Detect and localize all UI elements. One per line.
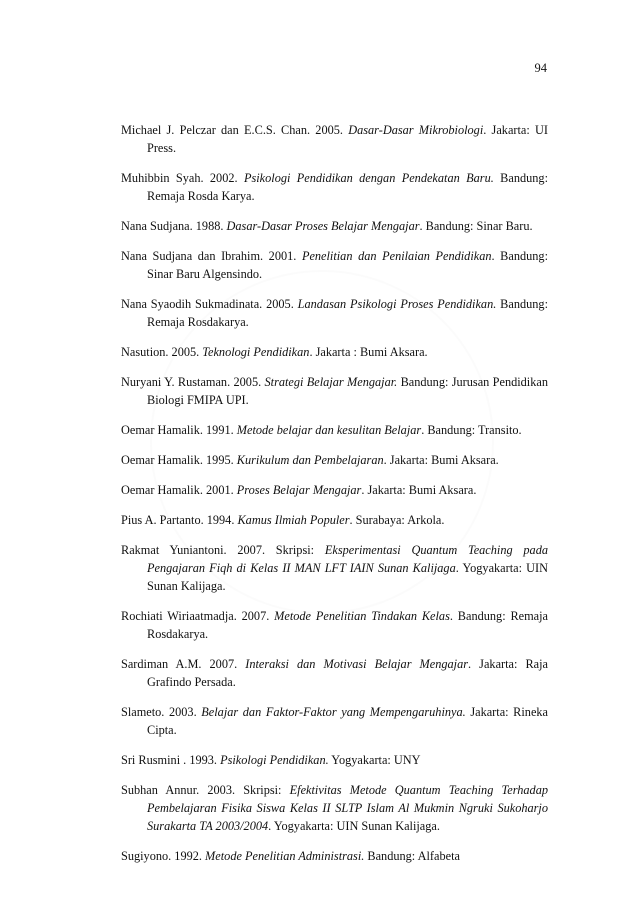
entry-author-year: Nana Sudjana dan Ibrahim. 2001.	[121, 249, 302, 263]
bibliography-entry	[121, 511, 548, 529]
entry-publisher: . Yogyakarta: UIN Sunan Kalijaga.	[268, 819, 440, 833]
entry-title: Strategi Belajar Mengajar.	[264, 375, 398, 389]
entry-author-year: Oemar Hamalik. 1995.	[121, 453, 237, 467]
entry-author-year: Oemar Hamalik. 2001.	[121, 483, 237, 497]
bibliography-entry	[121, 247, 548, 283]
entry-author-year: Nasution. 2005.	[121, 345, 203, 359]
bibliography-entry	[121, 421, 548, 439]
entry-title: Interaksi dan Motivasi Belajar Mengajar	[245, 657, 469, 671]
entry-author-year: Michael J. Pelczar dan E.C.S. Chan. 2005.	[121, 123, 349, 137]
entry-publisher: . Bandung: Sinar Baru.	[419, 219, 533, 233]
entry-title: Dasar-Dasar Proses Belajar Mengajar	[226, 219, 420, 233]
entry-publisher: . Jakarta: Bumi Aksara.	[383, 453, 499, 467]
entry-publisher: Yogyakarta: UNY	[328, 753, 421, 767]
bibliography-entry	[121, 343, 548, 361]
entry-author-year: Sri Rusmini . 1993.	[121, 753, 221, 767]
entry-title: Proses Belajar Mengajar	[236, 483, 362, 497]
entry-author-year: Nana Sudjana. 1988.	[121, 219, 227, 233]
bibliography-list	[121, 121, 548, 877]
entry-title: Psikologi Pendidikan.	[220, 753, 329, 767]
entry-title: Teknologi Pendidikan	[202, 345, 310, 359]
entry-publisher: Bandung: Jurusan Pendidikan Biologi FMIPA UPI.	[147, 375, 548, 407]
bibliography-entry	[121, 703, 548, 739]
bibliography-entry	[121, 373, 548, 409]
page-number: 94	[534, 61, 547, 75]
entry-title: Metode belajar dan kesulitan Belajar	[236, 423, 422, 437]
bibliography-entry	[121, 847, 548, 865]
entry-author-year: Slameto. 2003.	[121, 705, 202, 719]
entry-publisher: . Jakarta : Bumi Aksara.	[309, 345, 428, 359]
entry-author-year: Nuryani Y. Rustaman. 2005.	[121, 375, 265, 389]
bibliography-entry	[121, 451, 548, 469]
entry-title: Kamus Ilmiah Populer	[237, 513, 350, 527]
entry-author-year: Oemar Hamalik. 1991.	[121, 423, 237, 437]
entry-publisher: Bandung: Alfabeta	[364, 849, 460, 863]
entry-publisher: . Surabaya: Arkola.	[349, 513, 445, 527]
entry-title: Dasar-Dasar Mikrobiologi	[348, 123, 484, 137]
bibliography-entry	[121, 169, 548, 205]
entry-title: Metode Penelitian Tindakan Kelas	[274, 609, 450, 623]
bibliography-entry	[121, 217, 548, 235]
entry-publisher: . Bandung: Transito.	[421, 423, 522, 437]
entry-publisher: . Yogyakarta: UIN Sunan Kalijaga.	[147, 561, 548, 593]
entry-publisher: . Jakarta: Bumi Aksara.	[361, 483, 477, 497]
entry-title: Psikologi Pendidikan dengan Pendekatan Baru.	[243, 171, 494, 185]
bibliography-entry	[121, 541, 548, 595]
entry-title: Penelitian dan Penilaian Pendidikan	[301, 249, 492, 263]
entry-author-year: Subhan Annur. 2003. Skripsi:	[121, 783, 290, 797]
entry-title: Landasan Psikologi Proses Pendidikan.	[297, 297, 497, 311]
entry-publisher: Bandung: Remaja Rosdakarya.	[147, 297, 548, 329]
entry-publisher: . Jakarta: Raja Grafindo Persada.	[147, 657, 548, 689]
entry-title: Kurikulum dan Pembelajaran	[236, 453, 384, 467]
entry-title: Belajar dan Faktor-Faktor yang Mempengaruhinya.	[201, 705, 466, 719]
bibliography-entry	[121, 655, 548, 691]
entry-author-year: Rakmat Yuniantoni. 2007. Skripsi:	[121, 543, 325, 557]
entry-publisher: . Jakarta: UI Press.	[147, 123, 549, 155]
entry-publisher: Bandung: Remaja Rosda Karya.	[147, 171, 548, 203]
entry-author-year: Nana Syaodih Sukmadinata. 2005.	[121, 297, 298, 311]
entry-author-year: Sugiyono. 1992.	[121, 849, 206, 863]
entry-author-year: Rochiati Wiriaatmadja. 2007.	[121, 609, 275, 623]
entry-title: Efektivitas Metode Quantum Teaching Terhadap Pembelajaran Fisika Siswa Kelas II SLTP Islam Al Mukmin Ngruki Sukoharjo Surakarta TA 2003/2004	[147, 783, 548, 833]
entry-publisher: . Bandung: Remaja Rosdakarya.	[147, 609, 549, 641]
bibliography-entry	[121, 121, 548, 157]
entry-title: Eksperimentasi Quantum Teaching pada Pengajaran Fiqh di Kelas II MAN LFT IAIN Sunan Kalijaga	[147, 543, 548, 575]
bibliography-entry	[121, 751, 548, 769]
entry-publisher: Jakarta: Rineka Cipta.	[147, 705, 549, 737]
entry-author-year: Muhibbin Syah. 2002.	[121, 171, 244, 185]
bibliography-entry	[121, 607, 548, 643]
bibliography-entry	[121, 481, 548, 499]
bibliography-entry	[121, 781, 548, 835]
entry-title: Metode Penelitian Administrasi.	[205, 849, 365, 863]
bibliography-entry	[121, 295, 548, 331]
entry-publisher: . Bandung: Sinar Baru Algensindo.	[147, 249, 548, 281]
entry-author-year: Sardiman A.M. 2007.	[121, 657, 246, 671]
entry-author-year: Pius A. Partanto. 1994.	[121, 513, 238, 527]
